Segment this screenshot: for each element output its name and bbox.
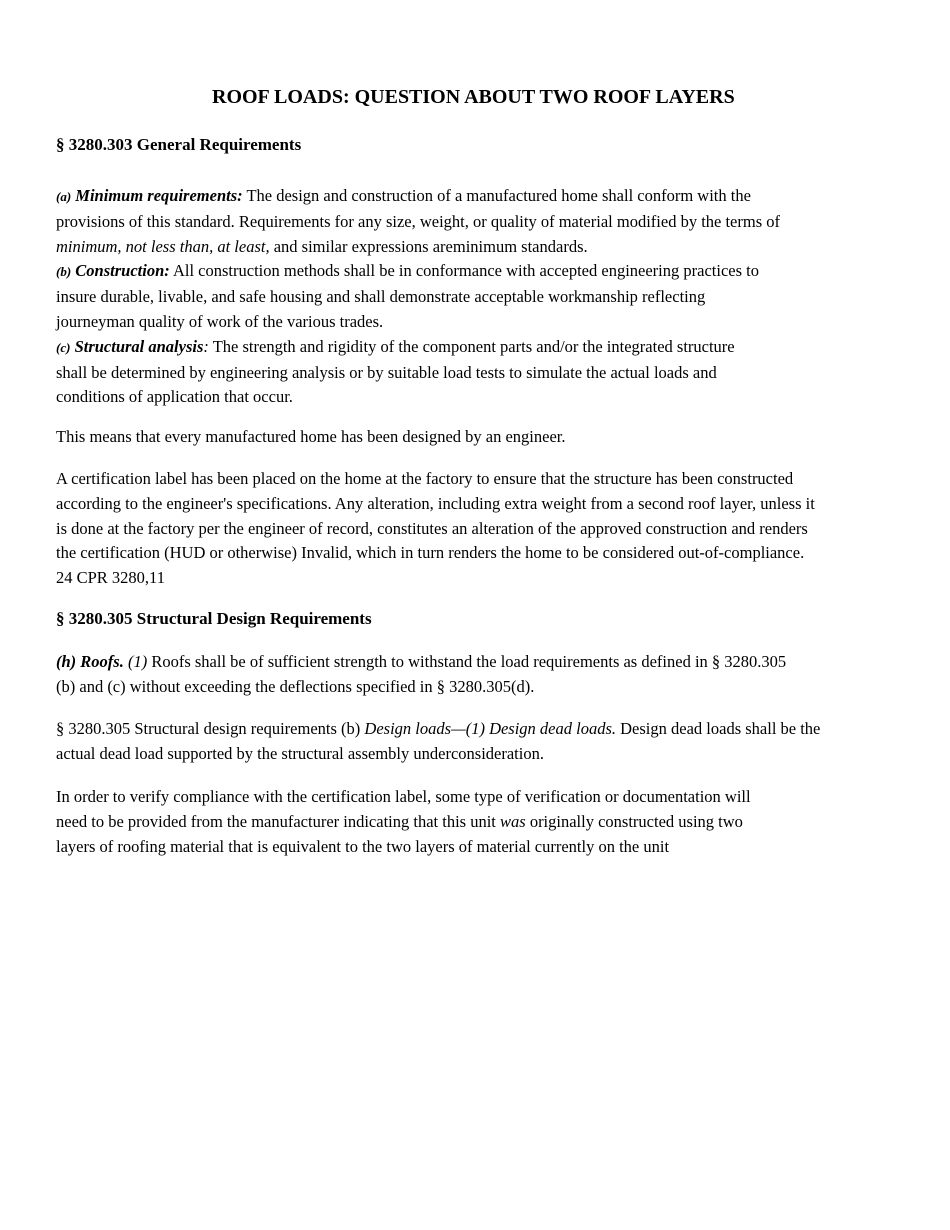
certification-line-2: according to the engineer's specifications. Any alteration, including extra weight from a second roof layer, unless it: [56, 493, 815, 513]
item-a-line-2: provisions of this standard. Requirements for any size, weight, or quality of material modified by the terms of: [56, 211, 781, 231]
certification-citation: 24 CPR 3280,11: [56, 568, 165, 588]
design-loads-text-1: Design dead loads shall be the: [616, 719, 821, 738]
design-loads-prefix: § 3280.305 Structural design requirements (b): [56, 719, 365, 738]
item-a-italic-terms: minimum, not less than, at least,: [56, 236, 270, 256]
document-title: ROOF LOADS: QUESTION ABOUT TWO ROOF LAYERS: [212, 86, 735, 108]
item-a-line-3: [56, 235, 906, 260]
roofs-line-1: [56, 650, 906, 675]
design-loads-line-2: actual dead load supported by the structural assembly underconsideration.: [56, 743, 544, 763]
verify-line-2-pre: need to be provided from the manufacturer indicating that this unit: [56, 811, 500, 831]
design-loads-line-1: [56, 717, 906, 742]
meaning-text: This means that every manufactured home has been designed by an engineer.: [56, 427, 566, 446]
meaning-paragraph: [56, 425, 906, 450]
design-loads-paragraph: [56, 717, 906, 767]
roofs-lead: (h) Roofs.: [56, 652, 124, 671]
item-c-tag: (c): [56, 339, 71, 355]
roofs-paragraph: [56, 650, 906, 700]
item-a-text-3: and similar expressions areminimum standards.: [269, 236, 588, 256]
verify-line-2: [56, 810, 906, 835]
certification-line-4: the certification (HUD or otherwise) Invalid, which in turn renders the home to be considered out-of-compliance.: [56, 543, 805, 563]
design-loads-italic: Design loads—(1) Design dead loads.: [364, 719, 617, 738]
item-b-tag: (b): [56, 264, 72, 280]
verify-line-2-post: originally constructed using two: [525, 811, 743, 831]
verify-line-3: layers of roofing material that is equivalent to the two layers of material currently on the unit: [56, 836, 670, 856]
verify-line-1: In order to verify compliance with the certification label, some type of verification or documentation will: [56, 787, 751, 806]
item-b-line-3: journeyman quality of work of the various trades.: [56, 311, 384, 331]
section-305-heading: § 3280.305 Structural Design Requirements: [56, 609, 372, 628]
section-303-list: [56, 184, 906, 410]
certification-line-1: A certification label has been placed on the home at the factory to ensure that the structure has been constructed: [56, 469, 794, 488]
item-a-text-1: The design and construction of a manufactured home shall conform with the: [242, 186, 751, 205]
item-a-lead: Minimum requirements:: [75, 186, 243, 205]
roofs-text-1: Roofs shall be of sufficient strength to withstand the load requirements as defined in § 3280.305: [147, 652, 787, 671]
verify-was: was: [500, 811, 526, 831]
item-c-text-1: The strength and rigidity of the component parts and/or the integrated structure: [208, 336, 735, 356]
roofs-line-2: (b) and (c) without exceeding the deflections specified in § 3280.305(d).: [56, 676, 535, 696]
certification-line-3: is done at the factory per the engineer of record, constitutes an alteration of the approved construction and renders: [56, 518, 808, 538]
item-c-lead: Structural analysis: [74, 336, 204, 356]
certification-paragraph: [56, 467, 906, 591]
item-b-text-1: All construction methods shall be in conformance with accepted engineering practices to: [169, 261, 759, 281]
item-c-line-3: conditions of application that occur.: [56, 387, 293, 407]
item-c-line-2: shall be determined by engineering analysis or by suitable load tests to simulate the actual loads and: [56, 362, 717, 382]
item-c-lead-colon: :: [203, 336, 209, 356]
item-a-tag: (a): [56, 189, 72, 204]
verify-paragraph: [56, 785, 906, 859]
item-b-lead: Construction:: [75, 261, 170, 281]
section-303-heading: § 3280.303 General Requirements: [56, 135, 302, 154]
item-a-line-1: [56, 184, 906, 210]
roofs-number: (1): [123, 652, 148, 671]
item-b-line-2: insure durable, livable, and safe housing and shall demonstrate acceptable workmanship reflecting: [56, 287, 706, 307]
item-b-line-1: [56, 259, 906, 285]
item-c-line-1: [56, 335, 906, 361]
